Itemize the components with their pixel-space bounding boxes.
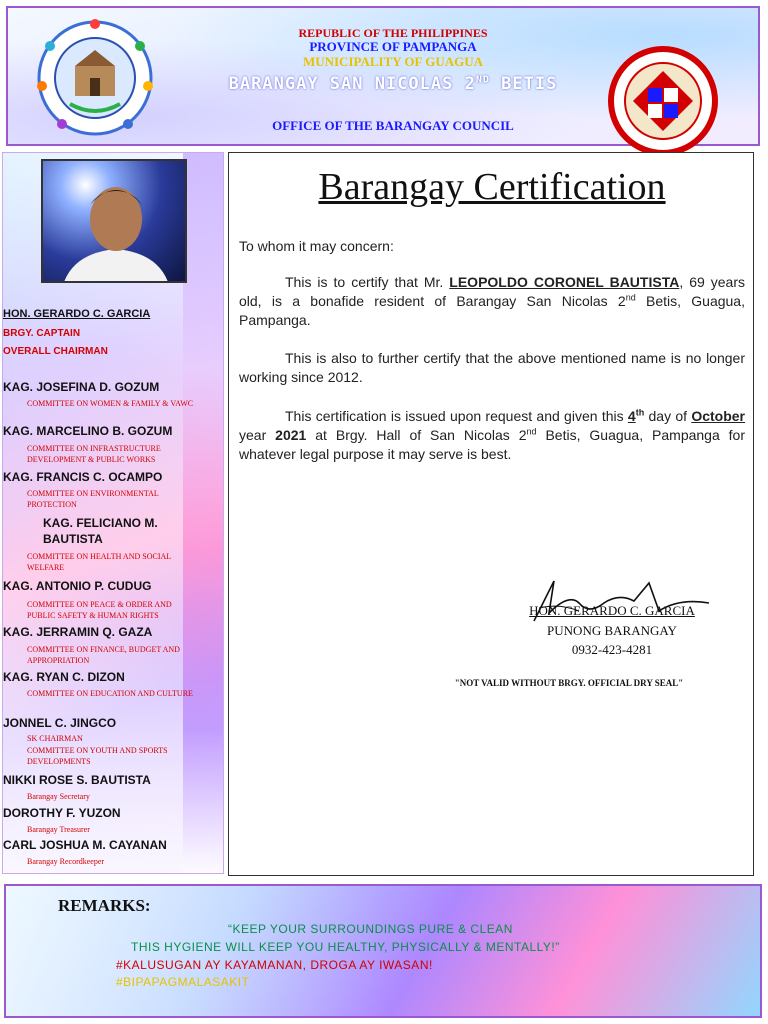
captain-subtitle: OVERALL CHAIRMAN [3,346,108,357]
member-role: COMMITTEE ON HEALTH AND SOCIAL WELFARE [27,552,171,572]
paragraph-issuance: This certification is issued upon request and given this 4th day of October year 2021 at Brgy. Hall of San Nicolas 2nd Betis, Guagua, Pampanga for whatever legal purpose it may serve is best. [239,407,746,462]
signatory-phone: 0932-423-4281 [571,642,653,657]
member-role: COMMITTEE ON FINANCE, BUDGET AND APPROPRIATION [27,645,180,665]
signature-image [519,573,719,628]
member-role: COMMITTEE ON ENVIRONMENTAL PROTECTION [27,489,159,509]
captain-photo [41,159,187,283]
salutation: To whom it may concern: [239,238,394,254]
signatory-name: HON. GERARDO C. GARCIA [529,603,695,618]
member-role: Barangay Recordkeeper [27,857,105,866]
barangay-seal-logo [30,18,160,138]
captain-portrait-image [43,161,187,283]
certificate-body [228,152,754,876]
republic-line: REPUBLIC OF THE PHILIPPINES [298,26,488,40]
member-role: Barangay Treasurer [27,825,90,834]
member-name: CARL JOSHUA M. CAYANAN [3,838,167,852]
municipality-seal-logo [608,46,718,156]
member-name: KAG. MARCELINO B. GOZUM [3,424,173,438]
member-role: COMMITTEE ON YOUTH AND SPORTS DEVELOPMENTS [27,746,168,766]
province-line: PROVINCE OF PAMPANGA [309,39,477,54]
document-title: Barangay Certification [318,166,666,208]
remarks-panel [4,884,762,1018]
resident-name: LEOPOLDO CORONEL BAUTISTA [449,274,680,290]
paragraph-employment: This is also to further certify that the above mentioned name is no longer working since 2012. [239,350,745,385]
member-name: KAG. FELICIANO M. BAUTISTA [43,516,158,546]
member-role: COMMITTEE ON WOMEN & FAMILY & VAWC [27,399,194,408]
remarks-line: “KEEP YOUR SURROUNDINGS PURE & CLEAN [228,922,513,936]
member-name: KAG. JERRAMIN Q. GAZA [3,625,153,639]
remarks-hashtag: #BIPAPAGMALASAKIT [116,975,250,989]
captain-title: BRGY. CAPTAIN [3,328,81,339]
remarks-hashtag: #KALUSUGAN AY KAYAMANAN, DROGA AY IWASAN! [116,958,433,972]
remarks-label: REMARKS: [58,896,151,915]
member-name: KAG. RYAN C. DIZON [3,670,125,684]
member-name: DOROTHY F. YUZON [3,806,121,820]
member-name: JONNEL C. JINGCO [3,716,117,730]
member-role: COMMITTEE ON PEACE & ORDER AND PUBLIC SAFETY & HUMAN RIGHTS [27,600,172,620]
municipality-line: MUNICIPALITY OF GUAGUA [302,54,484,69]
remarks-line: THIS HYGIENE WILL KEEP YOU HEALTHY, PHYSICALLY & MENTALLY!” [131,940,560,954]
barangay-line: BARANGAY SAN NICOLAS 2ND BETIS [228,74,558,94]
paragraph-residency: This is to certify that Mr. LEOPOLDO CORONEL BAUTISTA, 69 years old, is a bonafide resident of Barangay San Nicolas 2nd Betis, Guagua, Pampanga. [239,274,745,328]
letterhead [6,6,760,146]
member-name: NIKKI ROSE S. BAUTISTA [3,773,151,787]
member-name: KAG. JOSEFINA D. GOZUM [3,380,160,394]
council-sidebar [2,152,224,874]
member-role: Barangay Secretary [27,792,90,801]
member-role: SK CHAIRMAN [27,734,83,743]
member-role: COMMITTEE ON INFRASTRUCTURE DEVELOPMENT & PUBLIC WORKS [27,444,161,464]
member-name: KAG. FRANCIS C. OCAMPO [3,470,163,484]
office-line: OFFICE OF THE BARANGAY COUNCIL [272,118,514,133]
signatory-title: PUNONG BARANGAY [547,623,677,638]
captain-name: HON. GERARDO C. GARCIA [3,308,151,320]
validity-note: "NOT VALID WITHOUT BRGY. OFFICIAL DRY SEAL" [454,678,684,688]
member-name: KAG. ANTONIO P. CUDUG [3,579,152,593]
member-role: COMMITTEE ON EDUCATION AND CULTURE [27,689,193,698]
